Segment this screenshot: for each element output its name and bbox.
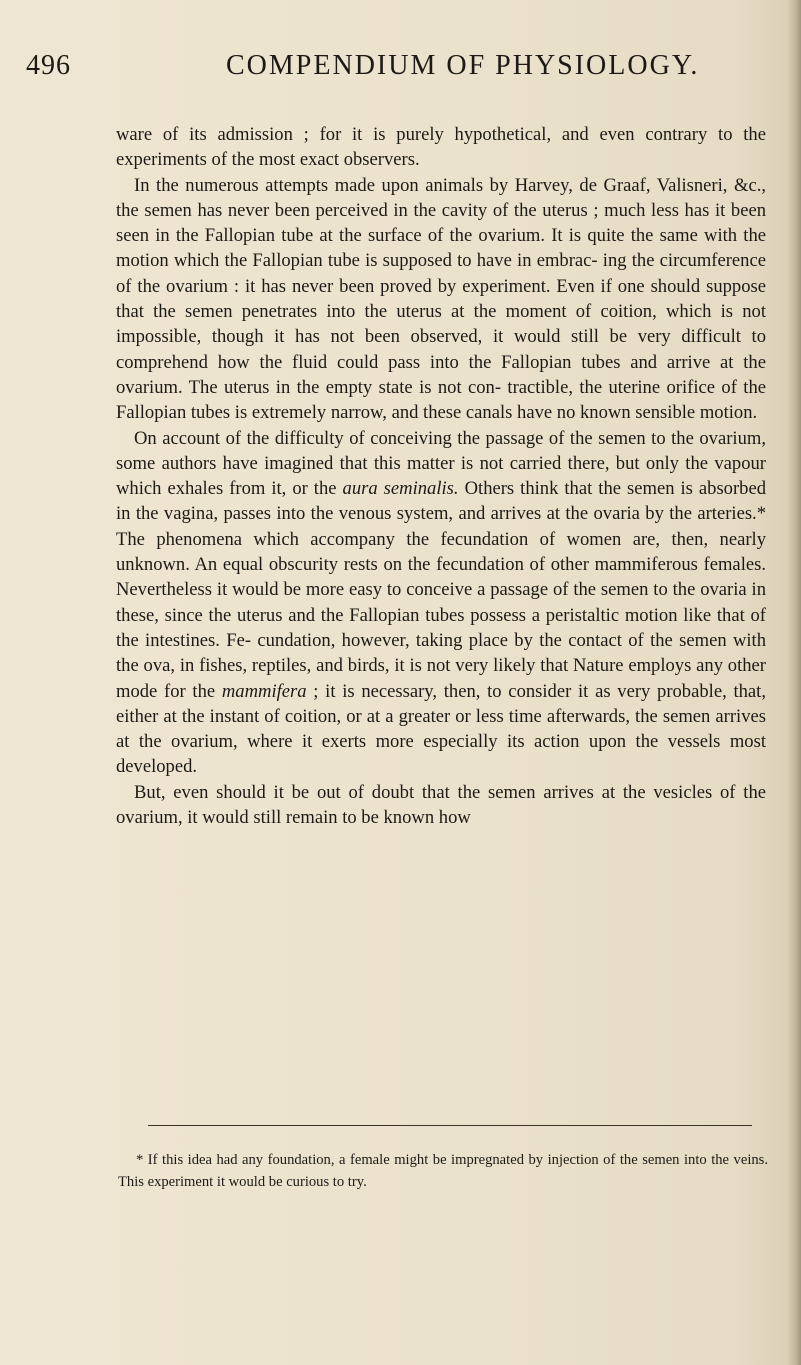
footnote (118, 1149, 768, 1193)
page-number: 496 (26, 50, 71, 81)
paragraph-aura-seminalis (116, 426, 766, 780)
italic-aura-seminalis: aura seminalis. (342, 478, 459, 500)
paragraph-text-c: ; it is necessary, then, to consider it as very probable, that, either at the instant of coition, or at a greater or less time afterwards, the semen arrives at the ovarium, where it exerts more especially its action upon the vessels most developed. (116, 680, 766, 778)
main-text (116, 122, 766, 830)
paragraph-text-b: Others think that the semen is absorbed in the vagina, passes into the venous system, and arrives at the ovaria by the arteries.* The phenomena which accompany the fecundation of women are, then, nearly unknown. An equal obscurity rests on the fecundation of other mammiferous females. Nevertheless it would be more easy to conceive a passage of the semen to the ovaria in these, since the uterus and the Fallopian tubes possess a peristaltic motion like that of the intestines. Fe- cundation, however, taking place by the contact of the semen with the ova, in fishes, reptiles, and birds, it is not very likely that Nature employs any other mode for the (116, 478, 767, 702)
paragraph-text-a: On account of the difficulty of conceiving the passage of the semen to the ovarium, some authors have imagined that this matter is not carried there, but only the vapour which exhales from it, or the (116, 427, 766, 500)
footnote-text: * If this idea had any foundation, a female might be impregnated by injection of the semen into the veins. This experiment it would be curious to try. (118, 1152, 768, 1190)
paragraph-continuation: ware of its admission ; for it is purely hypothetical, and even contrary to the experiments of the most exact observers. (116, 124, 766, 171)
page-edge-shadow (787, 0, 801, 1365)
page-header (26, 50, 766, 90)
paragraph-vesicles: But, even should it be out of doubt that the semen arrives at the vesicles of the ovarium, it would still remain to be known how (116, 781, 766, 829)
italic-mammifera: mammifera (221, 680, 307, 702)
running-title: COMPENDIUM OF PHYSIOLOGY. (226, 50, 700, 81)
paragraph-harvey: In the numerous attempts made upon animals by Harvey, de Graaf, Valisneri, &c., the semen has never been perceived in the cavity of the uterus ; much less has it been seen in the Fallopian tube at the surface of the ovarium. It is quite the same with the motion which the Fallopian tube is supposed to have in embrac- ing the circumference of the ovarium : it has never been proved by experiment. Even if one should suppose that the semen penetrates into the uterus at the moment of coition, which is not impossible, though it has not been observed, it would still be very difficult to comprehend how the fluid could pass into the Fallopian tubes and arrive at the ovarium. The uterus in the empty state is not con- tractible, the uterine orifice of the Fallopian tubes is extremely narrow, and these canals have no known sensible motion. (116, 174, 766, 424)
footnote-rule (148, 1125, 752, 1126)
